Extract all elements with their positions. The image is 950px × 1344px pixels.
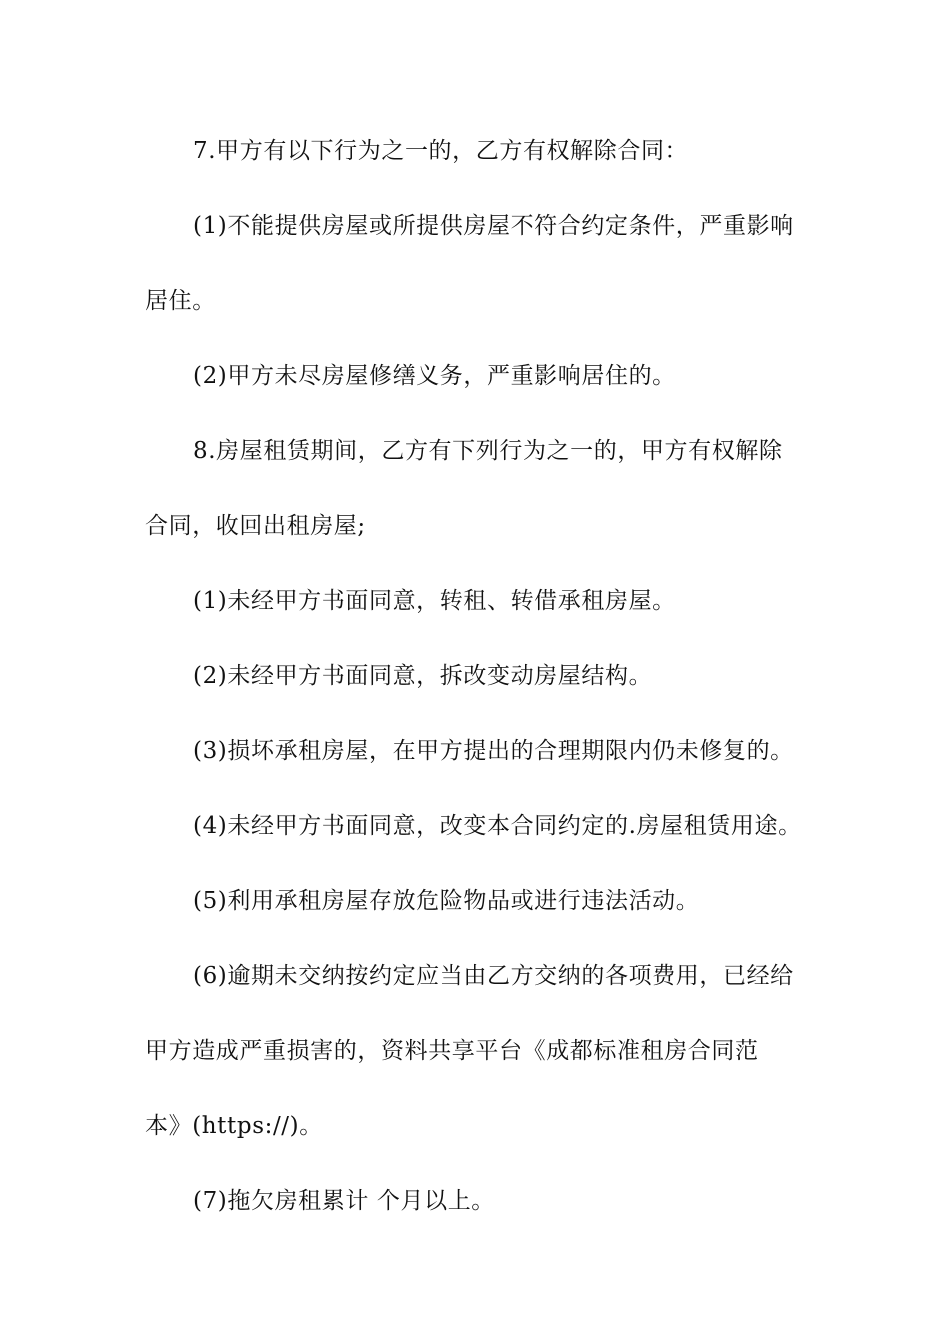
clause-8-heading: 8.房屋租赁期间，乙方有下列行为之一的，甲方有权解除 xyxy=(193,438,783,464)
clause-8-item-5: (5)利用承租房屋存放危险物品或进行违法活动。 xyxy=(193,888,700,914)
clause-8-item-6-continued-2: 本》(https://)。 xyxy=(145,1113,323,1139)
clause-7-heading: 7.甲方有以下行为之一的，乙方有权解除合同： xyxy=(193,138,689,164)
clause-8-item-2: (2)未经甲方书面同意，拆改变动房屋结构。 xyxy=(193,663,653,689)
clause-8-item-3: (3)损坏承租房屋，在甲方提出的合理期限内仍未修复的。 xyxy=(193,738,794,764)
clause-8-item-6-continued: 甲方造成严重损害的，资料共享平台《成都标准租房合同范 xyxy=(145,1038,759,1064)
clause-8-item-1: (1)未经甲方书面同意，转租、转借承租房屋。 xyxy=(193,588,676,614)
document-body xyxy=(145,128,810,1253)
clause-7-item-1: (1)不能提供房屋或所提供房屋不符合约定条件，严重影响 xyxy=(193,213,794,239)
clause-7-item-1-continued: 居住。 xyxy=(145,288,216,314)
clause-8-item-7: (7)拖欠房租累计 个月以上。 xyxy=(193,1188,495,1214)
clause-8-item-4: (4)未经甲方书面同意，改变本合同约定的.房屋租赁用途。 xyxy=(193,813,802,839)
clause-8-item-6: (6)逾期未交纳按约定应当由乙方交纳的各项费用，已经给 xyxy=(193,963,794,989)
clause-7-item-2: (2)甲方未尽房屋修缮义务，严重影响居住的。 xyxy=(193,363,676,389)
clause-8-heading-continued: 合同，收回出租房屋; xyxy=(145,513,366,539)
